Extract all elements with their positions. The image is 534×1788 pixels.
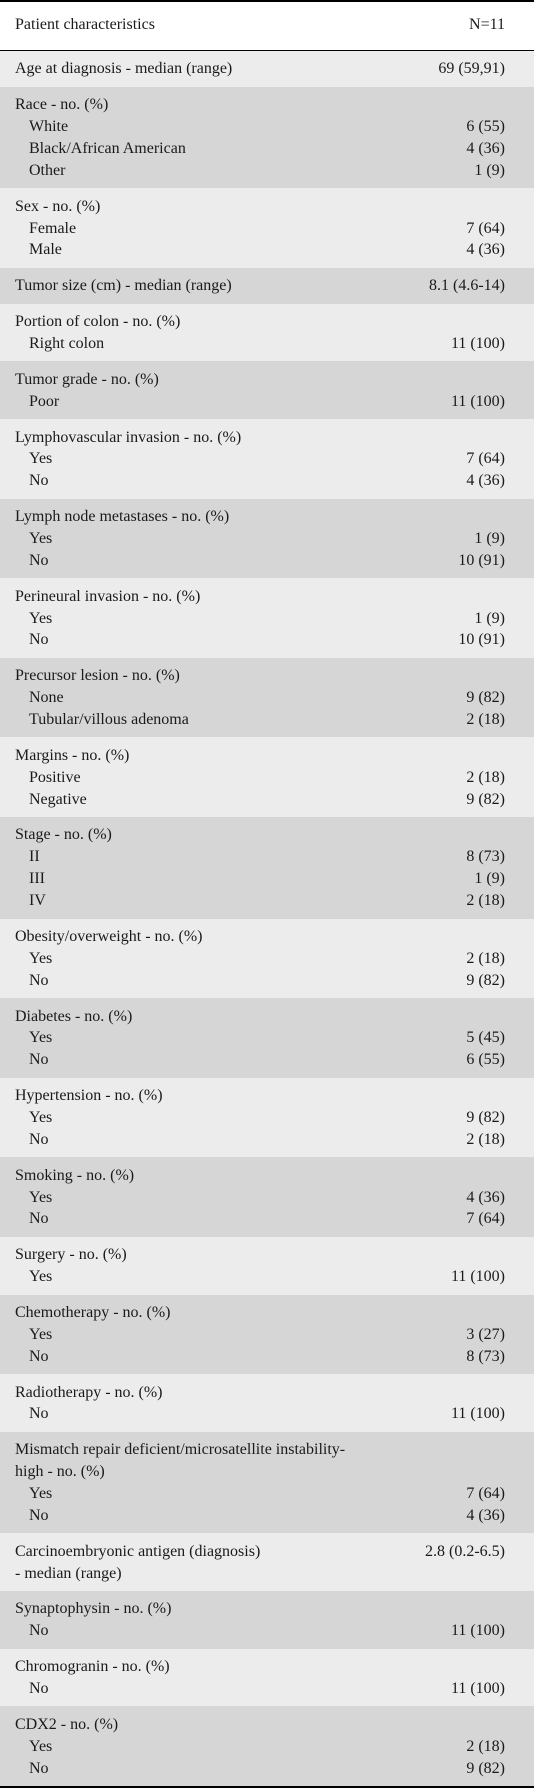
table-row [0, 310, 534, 333]
table-row [0, 549, 534, 572]
row-sublabel: Yes [29, 530, 53, 548]
row-label: CDX2 - no. (%) [15, 1715, 119, 1733]
row-sublabel: Poor [29, 392, 60, 410]
row-label: Stage - no. (%) [15, 826, 112, 844]
row-value: 7 (64) [466, 219, 505, 237]
row-sublabel: Yes [29, 1029, 53, 1047]
row-label: Chromogranin - no. (%) [15, 1658, 170, 1676]
row-label: Precursor lesion - no. (%) [15, 667, 180, 685]
table-row-group [0, 1374, 534, 1432]
table-row [0, 274, 534, 297]
row-value: 2 (18) [466, 711, 505, 729]
row-sublabel: No [29, 631, 49, 649]
row-value: 2 (18) [466, 768, 505, 786]
table-row [0, 1265, 534, 1288]
table-row [0, 889, 534, 912]
table-row [0, 1619, 534, 1642]
row-value: 4 (36) [466, 472, 505, 490]
row-value: 2 (18) [466, 1737, 505, 1755]
row-value: 4 (36) [466, 241, 505, 259]
table-row [0, 1757, 534, 1780]
row-sublabel: Black/African American [29, 140, 186, 157]
table-row [0, 426, 534, 449]
table-row-group [0, 1157, 534, 1237]
row-value: 11 (100) [450, 1622, 505, 1640]
table-row [0, 368, 534, 391]
row-label: - median (range) [15, 1564, 122, 1582]
row-value: 6 (55) [466, 1051, 505, 1069]
table-row-group [0, 1533, 534, 1591]
row-sublabel: None [29, 689, 64, 707]
table-row-group [0, 361, 534, 419]
table-row [0, 1164, 534, 1187]
row-label: Obesity/overweight - no. (%) [15, 927, 203, 945]
row-value: 2.8 (0.2-6.5) [425, 1542, 505, 1560]
table-row [0, 686, 534, 709]
row-label: high - no. (%) [15, 1463, 105, 1481]
table-row-group [0, 737, 534, 817]
table-row [0, 867, 534, 890]
table-row-group [0, 998, 534, 1078]
row-sublabel: Male [29, 241, 62, 259]
row-sublabel: No [29, 472, 49, 490]
table-row [0, 159, 534, 182]
table-row [0, 969, 534, 992]
row-sublabel: Other [29, 161, 66, 179]
row-sublabel: No [29, 971, 49, 989]
table-row [0, 766, 534, 789]
table-row [0, 1562, 534, 1585]
table-row [0, 57, 534, 80]
row-sublabel: No [29, 1506, 49, 1524]
row-sublabel: No [29, 1622, 49, 1640]
row-value: 9 (82) [466, 689, 505, 707]
row-label: Mismatch repair deficient/microsatellite instability- [15, 1441, 346, 1459]
row-value: 8.1 (4.6-14) [429, 277, 505, 295]
table-row [0, 447, 534, 470]
row-sublabel: Yes [29, 949, 53, 967]
row-value: 7 (64) [466, 1210, 505, 1228]
row-value: 11 (100) [450, 1679, 505, 1697]
row-value: 9 (82) [466, 790, 505, 808]
row-value: 4 (36) [466, 1506, 505, 1524]
row-value: 9 (82) [466, 971, 505, 989]
row-sublabel: No [29, 1210, 49, 1228]
table-row [0, 1323, 534, 1346]
table-row [0, 628, 534, 651]
table-row [0, 93, 534, 116]
table-row [0, 1345, 534, 1368]
table-row [0, 1301, 534, 1324]
table-row [0, 1084, 534, 1107]
table-row-group [0, 817, 534, 918]
row-sublabel: Yes [29, 1325, 53, 1343]
table-row [0, 195, 534, 218]
table-row-group [0, 578, 534, 658]
table-row [0, 947, 534, 970]
row-sublabel: No [29, 1759, 49, 1777]
table-row-group [0, 499, 534, 579]
table-row [0, 708, 534, 731]
row-label: Tumor grade - no. (%) [15, 370, 159, 388]
row-sublabel: No [29, 1347, 49, 1365]
table-row-group [0, 1706, 534, 1786]
table-row [0, 585, 534, 608]
table-row [0, 115, 534, 138]
table-row [0, 217, 534, 240]
row-sublabel: Female [29, 219, 77, 237]
row-sublabel: White [29, 118, 69, 136]
table-row [0, 1402, 534, 1425]
row-sublabel: Yes [29, 609, 53, 627]
table-row [0, 1186, 534, 1209]
row-value: 69 (59,91) [438, 60, 505, 78]
row-value: 3 (27) [466, 1325, 505, 1343]
row-value: 2 (18) [466, 1130, 505, 1148]
table-row [0, 1048, 534, 1071]
table-row [0, 1655, 534, 1678]
table-row [0, 1438, 534, 1461]
table-row [0, 845, 534, 868]
table-row [0, 1106, 534, 1129]
table-row-group [0, 188, 534, 268]
row-sublabel: III [29, 870, 45, 888]
row-sublabel: Yes [29, 1188, 53, 1206]
table-row-group [0, 1591, 534, 1649]
row-sublabel: No [29, 551, 49, 569]
row-label: Diabetes - no. (%) [15, 1007, 133, 1025]
table-row-group [0, 658, 534, 738]
row-value: 10 (91) [458, 551, 505, 569]
table-row-group [0, 1237, 534, 1295]
table-row [0, 607, 534, 630]
row-label: Smoking - no. (%) [15, 1166, 135, 1184]
row-label: Margins - no. (%) [15, 746, 130, 764]
table-row [0, 1713, 534, 1736]
row-value: 11 (100) [450, 335, 505, 353]
row-label: Surgery - no. (%) [15, 1246, 127, 1264]
row-sublabel: IV [29, 892, 46, 910]
table-row [0, 1207, 534, 1230]
row-sublabel: No [29, 1679, 49, 1697]
table-row [0, 1540, 534, 1563]
row-value: 1 (9) [474, 161, 505, 179]
table-row [0, 469, 534, 492]
row-label: Tumor size (cm) - median (range) [15, 277, 232, 295]
row-sublabel: Yes [29, 1108, 53, 1126]
row-value: 11 (100) [450, 392, 505, 410]
header-value: N=11 [469, 16, 505, 33]
row-sublabel: Yes [29, 1484, 53, 1502]
table-row [0, 744, 534, 767]
row-value: 1 (9) [474, 530, 505, 548]
row-label: Sex - no. (%) [15, 197, 101, 215]
row-value: 10 (91) [458, 631, 505, 649]
table-row [0, 823, 534, 846]
row-value: 11 (100) [450, 1405, 505, 1423]
row-sublabel: No [29, 1051, 49, 1069]
row-sublabel: Negative [29, 790, 87, 808]
table-row-group [0, 87, 534, 188]
table-row [0, 1677, 534, 1700]
row-sublabel: Tubular/villous adenoma [29, 711, 189, 729]
table-row [0, 1597, 534, 1620]
table-row [0, 1005, 534, 1028]
table-row-group [0, 1078, 534, 1158]
row-value: 4 (36) [466, 140, 505, 157]
row-label: Portion of colon - no. (%) [15, 313, 181, 331]
row-value: 11 (100) [450, 1268, 505, 1286]
row-label: Lymphovascular invasion - no. (%) [15, 428, 242, 446]
row-value: 5 (45) [466, 1029, 505, 1047]
row-label: Carcinoembryonic antigen (diagnosis) [15, 1542, 261, 1560]
header-label: Patient characteristics [15, 16, 155, 33]
table-header-row [0, 2, 534, 51]
row-value: 8 (73) [466, 1347, 505, 1365]
table-row [0, 1381, 534, 1404]
table-row [0, 332, 534, 355]
row-value: 7 (64) [466, 450, 505, 468]
table-row [0, 137, 534, 160]
row-value: 1 (9) [474, 609, 505, 627]
table-row [0, 925, 534, 948]
table-row [0, 527, 534, 550]
row-sublabel: Positive [29, 768, 81, 786]
row-sublabel: Right colon [29, 335, 105, 353]
table-row [0, 1735, 534, 1758]
row-value: 7 (64) [466, 1484, 505, 1502]
table-row [0, 1504, 534, 1527]
row-sublabel: II [29, 848, 40, 866]
row-label: Chemotherapy - no. (%) [15, 1303, 171, 1321]
table-row [0, 1482, 534, 1505]
table-row-group [0, 304, 534, 362]
table-row [0, 1460, 534, 1483]
row-value: 9 (82) [466, 1108, 505, 1126]
row-label: Lymph node metastases - no. (%) [15, 508, 230, 526]
table-row [0, 788, 534, 811]
row-value: 4 (36) [466, 1188, 505, 1206]
row-label: Race - no. (%) [15, 96, 109, 114]
table-row [0, 664, 534, 687]
table-row-group [0, 1649, 534, 1707]
table-row-group [0, 268, 534, 304]
table-row [0, 1128, 534, 1151]
table-row [0, 1243, 534, 1266]
table-row-group [0, 1295, 534, 1375]
table-row-group [0, 51, 534, 87]
table-row [0, 505, 534, 528]
row-label: Perineural invasion - no. (%) [15, 587, 201, 605]
row-sublabel: No [29, 1405, 49, 1423]
row-label: Age at diagnosis - median (range) [15, 60, 233, 78]
row-value: 9 (82) [466, 1759, 505, 1777]
table-row [0, 390, 534, 413]
table-row-group [0, 919, 534, 999]
row-value: 6 (55) [466, 118, 505, 136]
row-label: Radiotherapy - no. (%) [15, 1383, 163, 1401]
table-row-group [0, 1432, 534, 1533]
row-sublabel: Yes [29, 1268, 53, 1286]
row-value: 2 (18) [466, 892, 505, 910]
row-sublabel: Yes [29, 450, 53, 468]
row-value: 8 (73) [466, 848, 505, 866]
table-row [0, 1026, 534, 1049]
row-label: Synaptophysin - no. (%) [15, 1600, 172, 1618]
table-row [0, 238, 534, 261]
row-label: Hypertension - no. (%) [15, 1087, 163, 1105]
row-sublabel: No [29, 1130, 49, 1148]
row-sublabel: Yes [29, 1737, 53, 1755]
table-row-group [0, 419, 534, 499]
row-value: 2 (18) [466, 949, 505, 967]
row-value: 1 (9) [474, 870, 505, 888]
